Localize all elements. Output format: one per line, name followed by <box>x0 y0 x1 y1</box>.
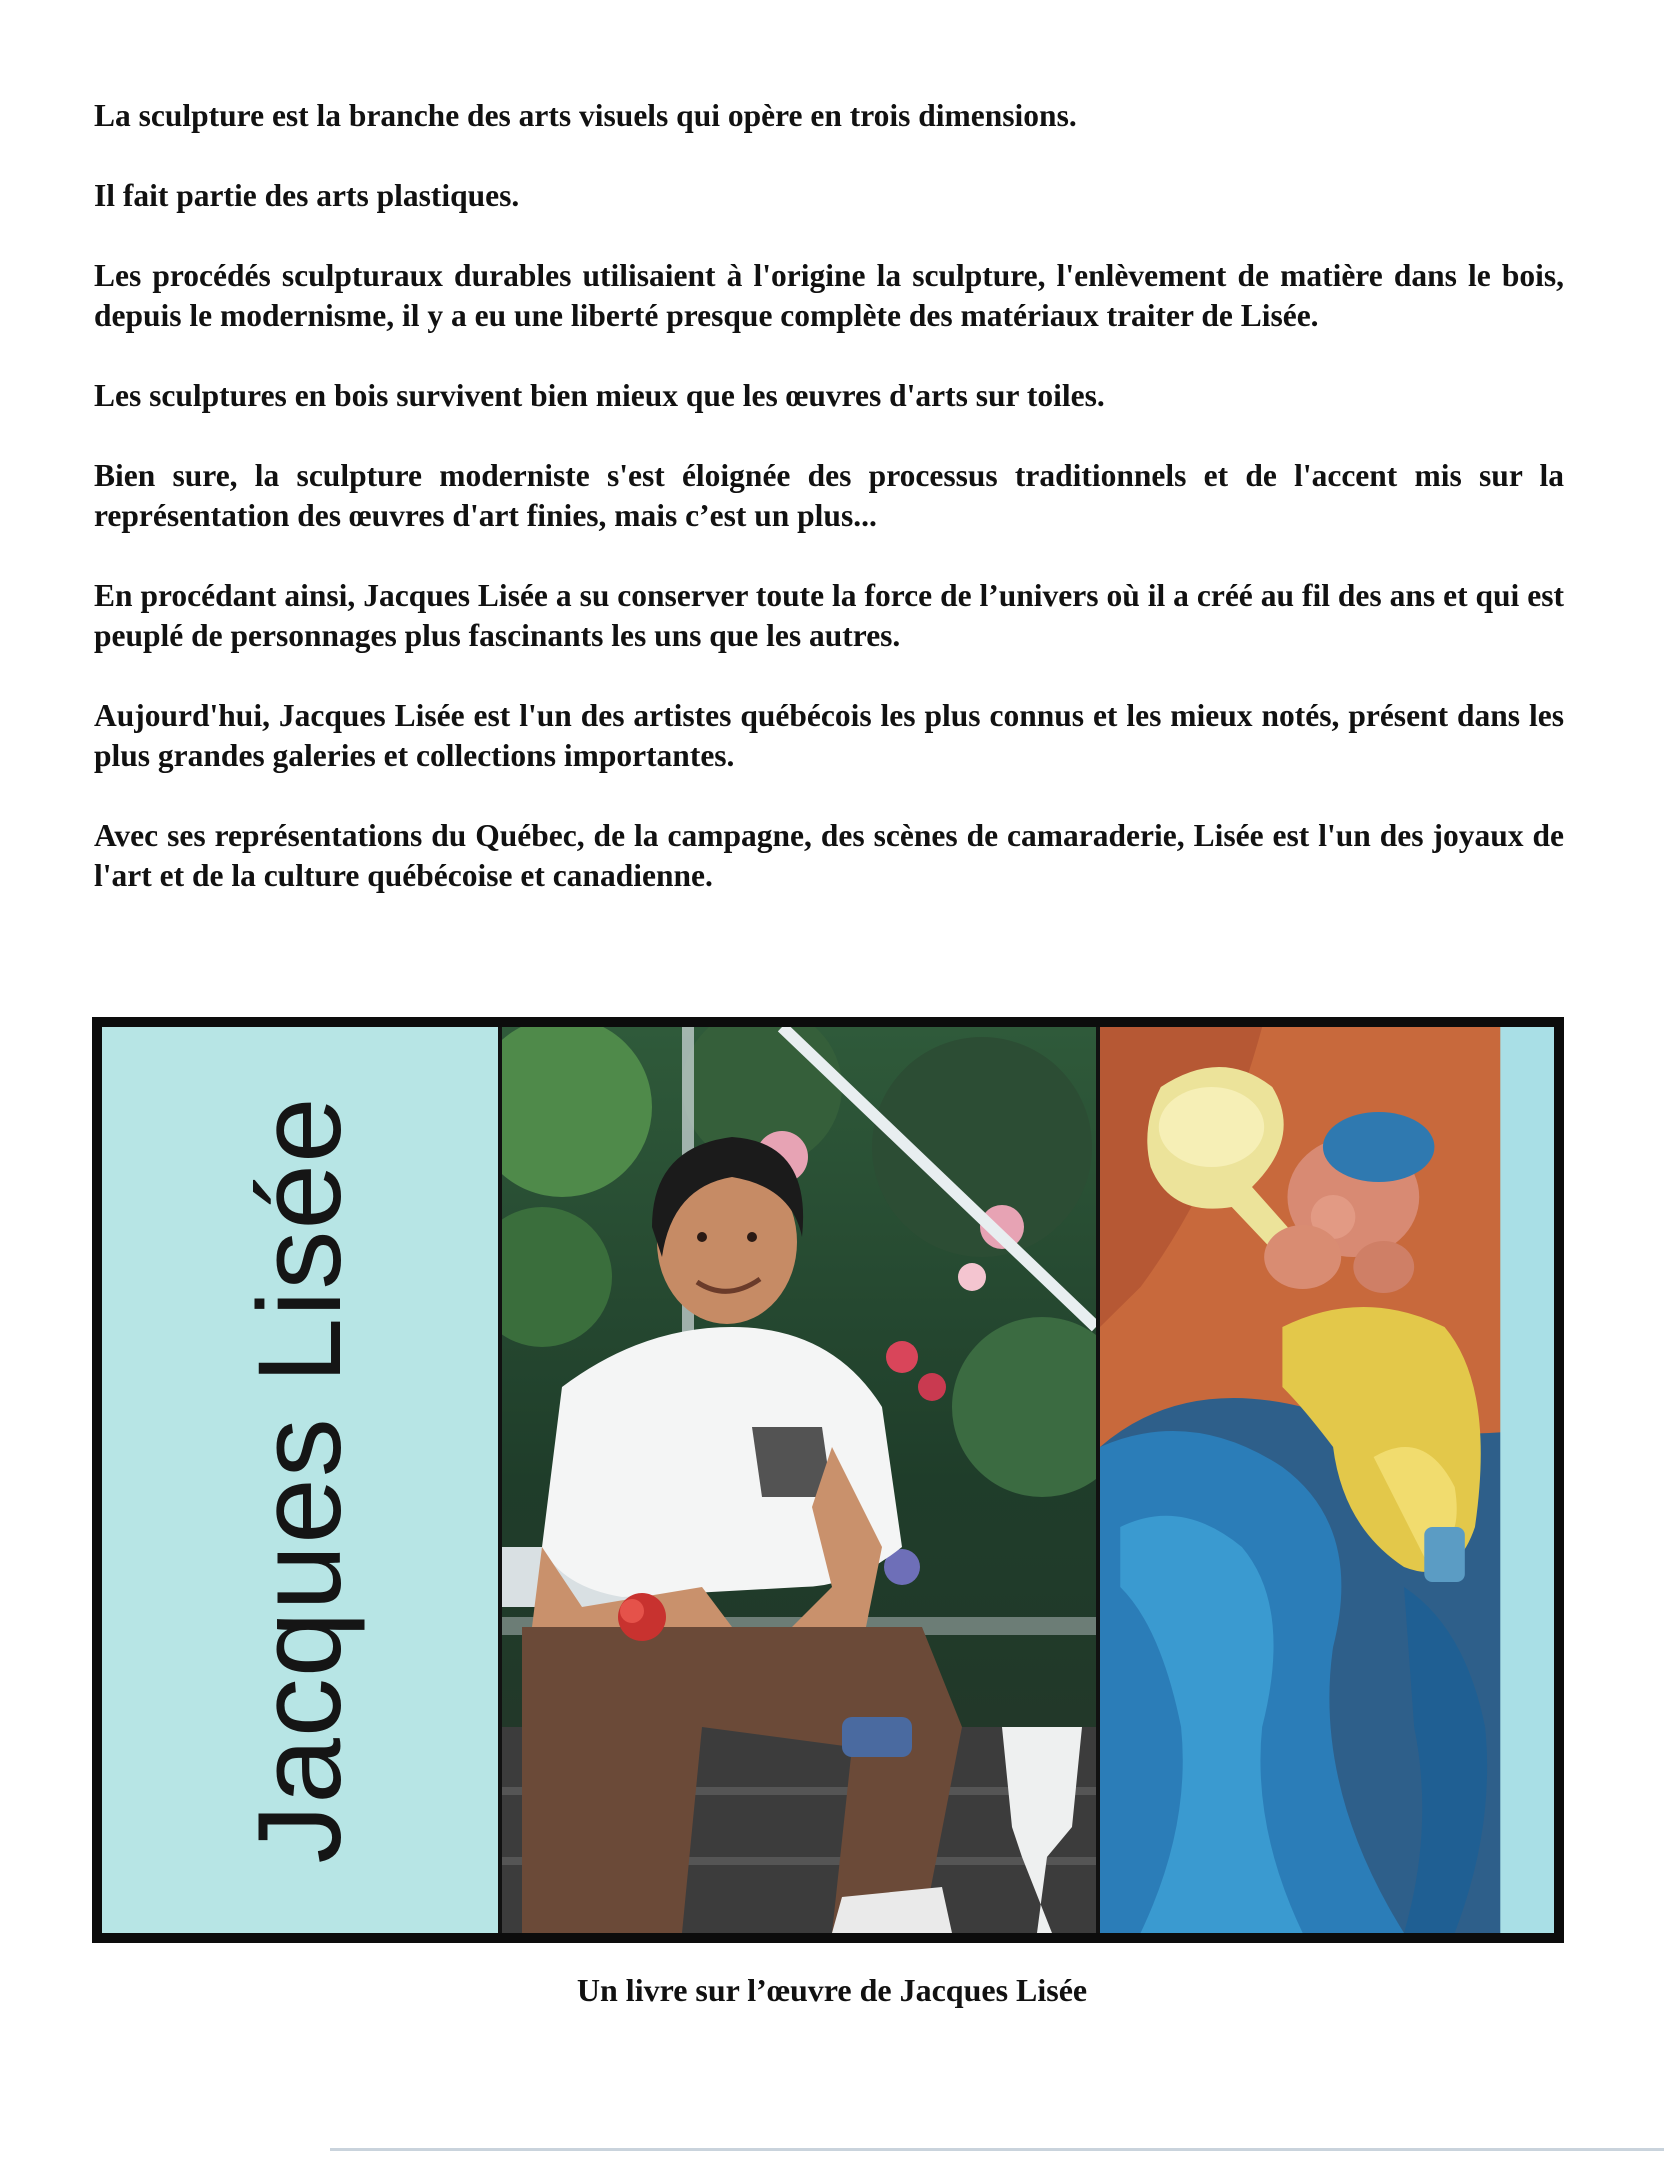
carved-trumpeter-artwork-icon <box>1100 1027 1554 1933</box>
body-text <box>94 96 1564 936</box>
paragraph-6: En procédant ainsi, Jacques Lisée a su conserver toute la force de l’univers où il a créé au fil des ans et qui est peuplé de personnages plus fascinants les uns que les autres. <box>94 578 1564 653</box>
page-bottom-rule <box>330 2148 1664 2151</box>
vertical-artist-name: Jacques Lisée <box>234 1096 366 1864</box>
paragraph-4: Les sculptures en bois survivent bien mieux que les œuvres d'arts sur toiles. <box>94 378 1105 413</box>
artist-photo-icon <box>502 1027 1096 1933</box>
paragraph-8: Avec ses représentations du Québec, de la campagne, des scènes de camaraderie, Lisée est l'un des joyaux de l'art et de la culture québécoise et canadienne. <box>94 818 1564 893</box>
paragraph-5: Bien sure, la sculpture moderniste s'est éloignée des processus traditionnels et de l'accent mis sur la représentation des œuvres d'art finies, mais c’est un plus... <box>94 458 1564 533</box>
paragraph-1: La sculpture est la branche des arts visuels qui opère en trois dimensions. <box>94 98 1077 133</box>
paragraph-3: Les procédés sculpturaux durables utilisaient à l'origine la sculpture, l'enlèvement de matière dans le bois, depuis le modernisme, il y a eu une liberté presque complète des matériaux traiter de Lisée. <box>94 258 1564 333</box>
paragraph-2: Il fait partie des arts plastiques. <box>94 178 520 213</box>
banner-caption: Un livre sur l’œuvre de Jacques Lisée <box>576 1972 1088 2008</box>
book-cover-banner <box>92 1017 1564 1943</box>
name-panel <box>102 1027 498 1933</box>
paragraph-7: Aujourd'hui, Jacques Lisée est l'un des artistes québécois les plus connus et les mieux notés, présent dans les plus grandes galeries et collections importantes. <box>94 698 1564 773</box>
